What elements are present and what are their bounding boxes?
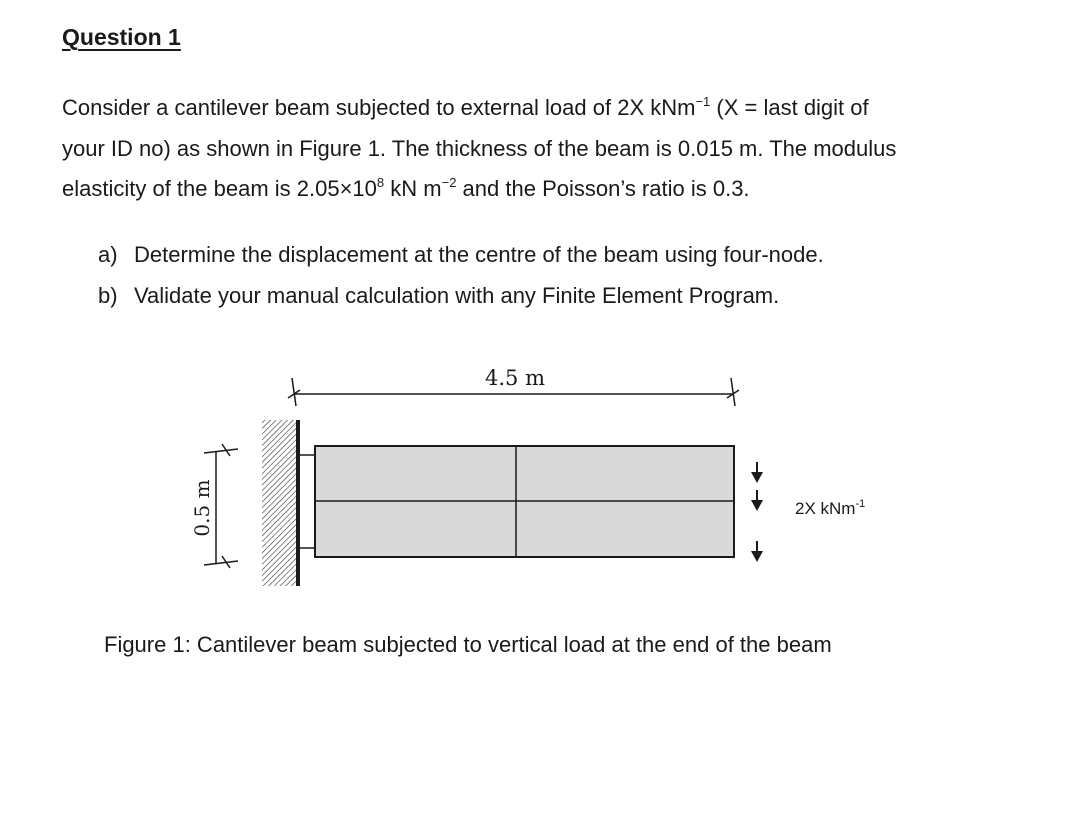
height-tick-bottom bbox=[204, 561, 238, 565]
list-marker: b) bbox=[98, 283, 118, 308]
fixed-support-hatch bbox=[262, 420, 298, 586]
beam-figure bbox=[0, 350, 1080, 620]
paragraph-line-1a: Consider a cantilever beam subjected to external load of 2X kNm bbox=[62, 95, 696, 120]
modulus-unit-exponent: −2 bbox=[441, 175, 457, 190]
height-label: 0.5 m bbox=[190, 479, 214, 537]
question-paragraph bbox=[62, 88, 1052, 210]
paragraph-line-2: your ID no) as shown in Figure 1. The thickness of the beam is 0.015 m. The modulus bbox=[62, 135, 897, 161]
paragraph-line-3b: kN m bbox=[384, 176, 442, 201]
arrow-down-icon bbox=[751, 551, 763, 562]
list-item-text: Determine the displacement at the centre of the beam using four-node. bbox=[134, 242, 824, 267]
load-label-text: 2X kNm bbox=[795, 499, 856, 518]
beam-mesh bbox=[298, 446, 734, 557]
arrow-down-icon bbox=[751, 500, 763, 511]
list-item bbox=[98, 275, 1058, 316]
question-title: Question 1 bbox=[62, 24, 181, 50]
paragraph-line-3c: and the Poisson’s ratio is 0.3. bbox=[456, 176, 750, 201]
height-tick-top bbox=[204, 449, 238, 453]
list-item-text: Validate your manual calculation with any Finite Element Program. bbox=[134, 283, 780, 308]
load-label-exponent: -1 bbox=[855, 498, 866, 510]
question-parts-list bbox=[98, 234, 1058, 316]
length-label: 4.5 m bbox=[485, 366, 545, 390]
figure-caption: Figure 1: Cantilever beam subjected to vertical load at the end of the beam bbox=[104, 632, 832, 657]
list-marker: a) bbox=[98, 242, 118, 267]
length-tick-right bbox=[731, 378, 735, 406]
height-dimension bbox=[190, 444, 238, 568]
modulus-exponent: 8 bbox=[376, 175, 385, 190]
load-label bbox=[795, 498, 865, 518]
paragraph-line-1b: (X = last digit of bbox=[710, 95, 869, 120]
arrow-down-icon bbox=[751, 472, 763, 483]
list-item bbox=[98, 234, 1058, 275]
load-unit-exponent: −1 bbox=[695, 94, 711, 109]
length-dimension bbox=[288, 366, 739, 406]
load-arrows bbox=[751, 462, 763, 562]
paragraph-line-3a: elasticity of the beam is 2.05×10 bbox=[62, 176, 377, 201]
length-tick-left bbox=[292, 378, 296, 406]
